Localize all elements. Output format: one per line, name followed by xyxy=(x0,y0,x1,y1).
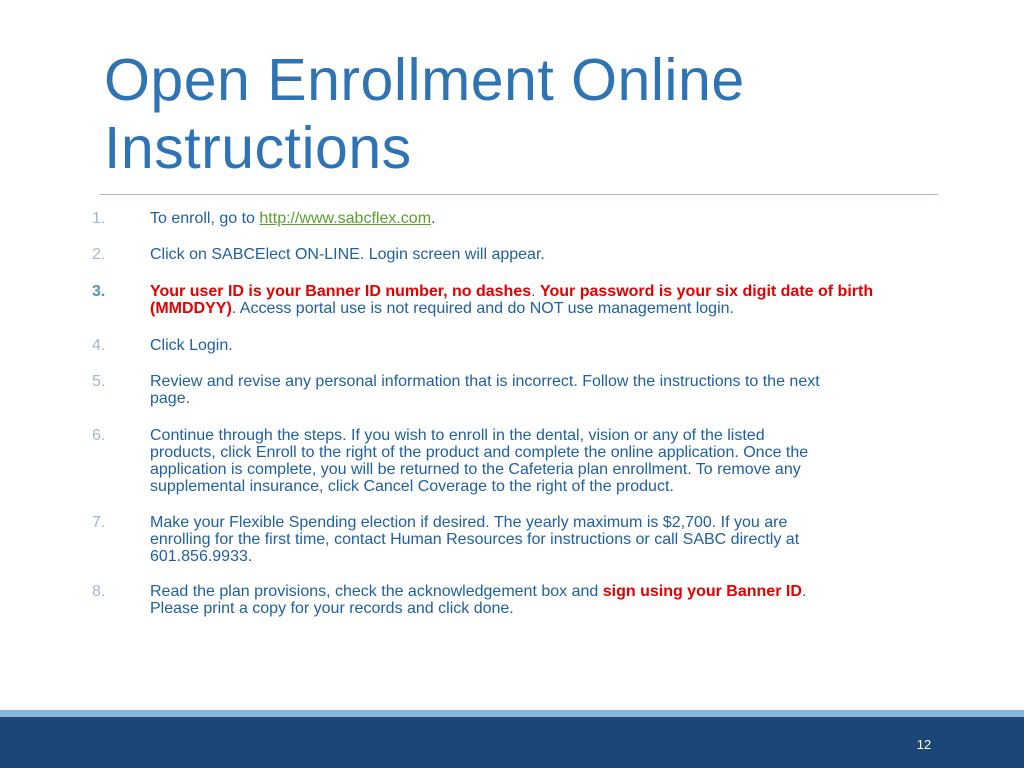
title-divider xyxy=(100,194,938,195)
separator: . xyxy=(531,283,541,300)
step-line: page. xyxy=(150,390,191,407)
step-number: 3. xyxy=(92,283,106,300)
step-line xyxy=(150,283,940,300)
step-number: 4. xyxy=(92,337,106,354)
step-line: Please print a copy for your records and click done. xyxy=(150,600,514,617)
step-line: products, click Enroll to the right of the product and complete the online application. Once the xyxy=(150,444,809,461)
user-id-note: Your user ID is your Banner ID number, no dashes xyxy=(150,283,532,300)
step-line xyxy=(150,300,940,317)
date-format-note: (MMDDYY) xyxy=(150,300,232,317)
step-number: 5. xyxy=(92,373,106,390)
step-text xyxy=(150,427,940,495)
portal-note: . Access portal use is not required and do NOT use management login. xyxy=(231,300,734,317)
step-line: Make your Flexible Spending election if desired. The yearly maximum is $2,700. If you are xyxy=(150,514,788,531)
sabcflex-link[interactable]: http://www.sabcflex.com xyxy=(259,210,432,227)
footer-accent-bar xyxy=(0,710,1024,717)
step-line: Continue through the steps. If you wish to enroll in the dental, vision or any of the listed xyxy=(150,427,765,444)
step-text: Click on SABCElect ON-LINE. Login screen will appear. xyxy=(150,246,545,263)
step-number: 6. xyxy=(92,427,106,444)
step-number: 8. xyxy=(92,583,106,600)
step-text-prefix: Read the plan provisions, check the acknowledgement box and xyxy=(150,583,603,600)
step-text: Click Login. xyxy=(150,337,233,354)
step-number: 7. xyxy=(92,514,106,531)
page-number: 12 xyxy=(916,737,932,752)
step-line: 601.856.9933. xyxy=(150,548,253,565)
step-line: application is complete, you will be returned to the Cafeteria plan enrollment. To remove any xyxy=(150,461,801,478)
step-text xyxy=(150,583,940,617)
step-text-suffix: . xyxy=(801,583,807,600)
step-line: supplemental insurance, click Cancel Coverage to the right of the product. xyxy=(150,478,674,495)
step-text xyxy=(150,514,940,565)
step-text xyxy=(150,373,940,407)
title-line-1: Open Enrollment Online xyxy=(104,47,745,113)
step-line: enrolling for the first time, contact Human Resources for instructions or call SABC directly at xyxy=(150,531,800,548)
title-line-2: Instructions xyxy=(104,115,412,181)
sign-note: sign using your Banner ID xyxy=(602,583,802,600)
step-text-suffix: . xyxy=(431,210,436,227)
step-number: 1. xyxy=(92,210,106,227)
step-number: 2. xyxy=(92,246,106,263)
step-line xyxy=(150,583,940,600)
slide-title xyxy=(104,46,924,182)
step-line: Review and revise any personal information that is incorrect. Follow the instructions to the next xyxy=(150,373,820,390)
password-note: Your password is your six digit date of birth xyxy=(540,283,874,300)
step-text xyxy=(150,210,940,227)
step-text xyxy=(150,283,940,317)
footer-bar xyxy=(0,717,1024,768)
step-text-prefix: To enroll, go to xyxy=(150,210,260,227)
